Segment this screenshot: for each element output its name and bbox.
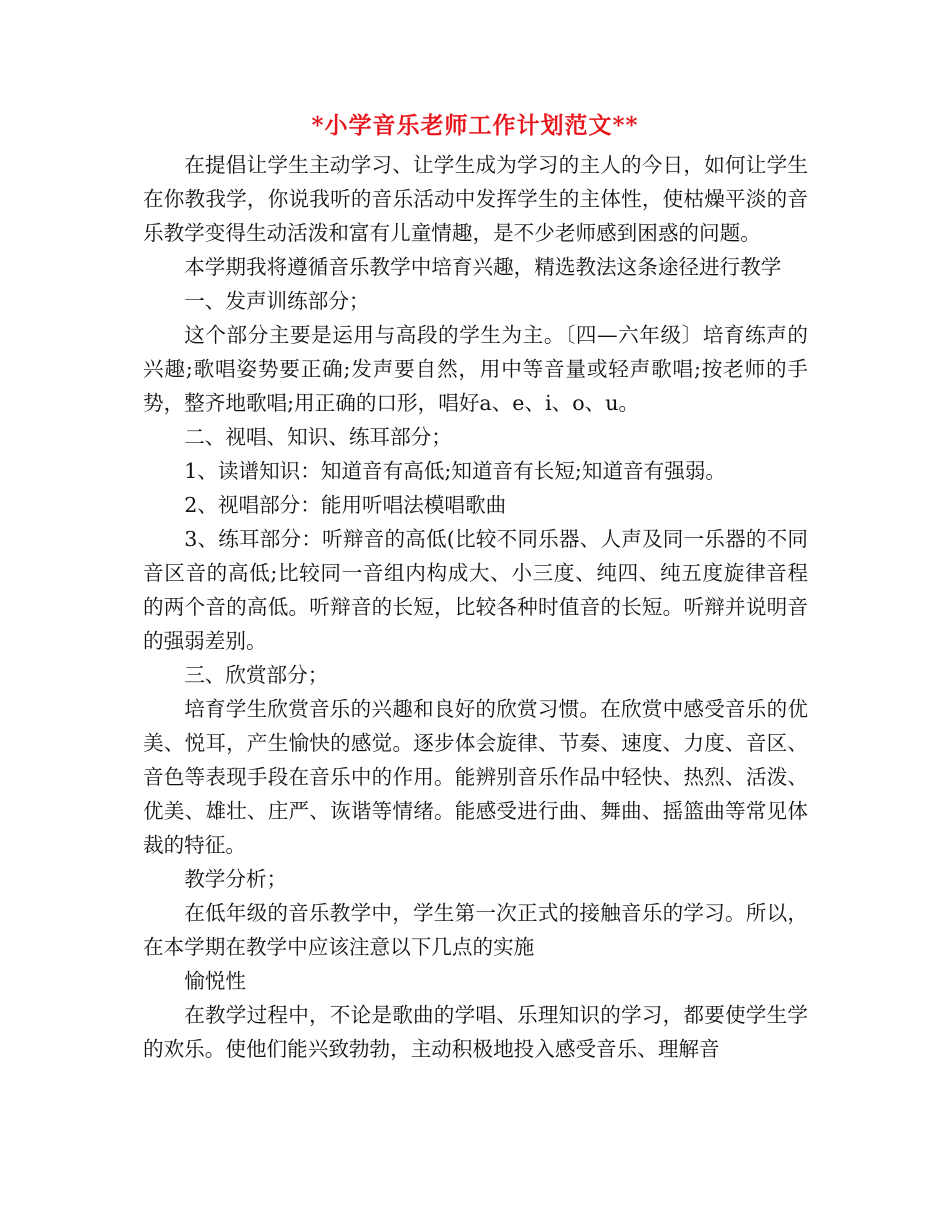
list-item-score-reading: 1、读谱知识：知道音有高低;知道音有长短;知道音有强弱。: [184, 459, 727, 483]
paragraph-plan: 本学期我将遵循音乐教学中培育兴趣，精选教法这条途径进行教学: [184, 255, 782, 279]
paragraph-vocal-training: 这个部分主要是运用与高段的学生为主。〔四—六年级〕培育练声的兴趣;歌唱姿势要正确;发声要自然，用中等音量或轻声歌唱;按老师的手势，整齐地歌唱;用正确的口形，唱好a、e、i、o、u。: [143, 323, 808, 415]
paragraph-appreciation: 培育学生欣赏音乐的兴趣和良好的欣赏习惯。在欣赏中感受音乐的优美、悦耳，产生愉快的感觉。逐步体会旋律、节奏、速度、力度、音区、音色等表现手段在音乐中的作用。能辨别音乐作品中轻快、热烈、活泼、优美、雄壮、庄严、诙谐等情绪。能感受进行曲、舞曲、摇篮曲等常见体裁的特征。: [143, 697, 808, 857]
document-title: *小学音乐老师工作计划范文**: [311, 112, 639, 139]
paragraph-intro: 在提倡让学生主动学习、让学生成为学习的主人的今日，如何让学生在你教我学，你说我听的音乐活动中发挥学生的主体性，使枯燥平淡的音乐教学变得生动活泼和富有儿童情趣，是不少老师感到困惑的问题。: [143, 153, 808, 245]
heading-vocal-training: 一、发声训练部分；: [184, 289, 370, 313]
list-item-ear-training: 3、练耳部分：听辩音的高低(比较不同乐器、人声及同一乐器的不同音区音的高低;比较同一音组内构成大、小三度、纯四、纯五度旋律音程的两个音的高低。听辩音的长短，比较各种时值音的长短。听辩并说明音的强弱差别。: [143, 527, 808, 653]
paragraph-pleasure: 在教学过程中，不论是歌曲的学唱、乐理知识的学习，都要使学生学的欢乐。使他们能兴致勃勃，主动积极地投入感受音乐、理解音: [143, 1003, 808, 1061]
paragraph-teaching-analysis: 在低年级的音乐教学中，学生第一次正式的接触音乐的学习。所以，在本学期在教学中应该注意以下几点的实施: [143, 901, 808, 959]
document-body: [143, 148, 808, 1066]
heading-appreciation: 三、欣赏部分；: [184, 663, 329, 687]
heading-teaching-analysis: 教学分析；: [184, 867, 288, 891]
list-item-sight-singing: 2、视唱部分：能用听唱法模唱歌曲: [184, 493, 507, 517]
heading-pleasure: 愉悦性: [184, 969, 246, 993]
heading-sight-singing: 二、视唱、知识、练耳部分；: [184, 425, 452, 449]
